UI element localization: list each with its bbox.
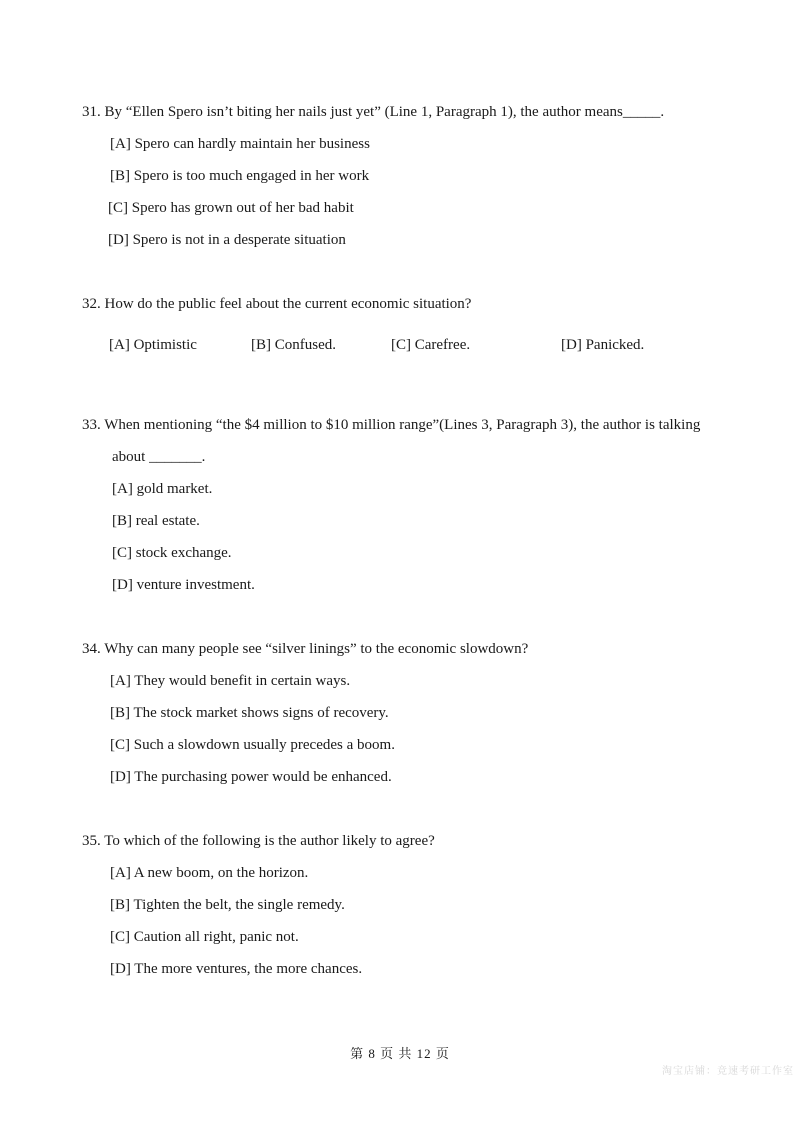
question-35-stem: 35. To which of the following is the author likely to agree? xyxy=(82,833,435,849)
question-34-stem: 34. Why can many people see “silver linings” to the economic slowdown? xyxy=(82,641,529,657)
question-31-option-c: [C] Spero has grown out of her bad habit xyxy=(108,200,354,216)
question-31-option-b: [B] Spero is too much engaged in her work xyxy=(110,168,370,184)
question-32-option-d: [D] Panicked. xyxy=(561,337,645,353)
question-31-option-a: [A] Spero can hardly maintain her business xyxy=(110,136,370,152)
question-31-stem: 31. By “Ellen Spero isn’t biting her nails just yet” (Line 1, Paragraph 1), the author means_____. xyxy=(82,104,665,120)
question-33-option-c: [C] stock exchange. xyxy=(112,545,232,561)
question-35-option-b: [B] Tighten the belt, the single remedy. xyxy=(110,897,345,913)
question-35-option-a: [A] A new boom, on the horizon. xyxy=(110,865,309,881)
question-33-option-b: [B] real estate. xyxy=(112,513,200,529)
question-33-option-a: [A] gold market. xyxy=(112,481,213,497)
question-33-option-d: [D] venture investment. xyxy=(112,577,255,593)
question-32-stem: 32. How do the public feel about the current economic situation? xyxy=(82,296,472,312)
question-32-option-a: [A] Optimistic xyxy=(109,337,197,353)
question-34-option-a: [A] They would benefit in certain ways. xyxy=(110,673,351,689)
page-number: 第 8 页 共 12 页 xyxy=(350,1046,450,1061)
question-34-option-b: [B] The stock market shows signs of recovery. xyxy=(110,705,389,721)
question-32-option-b: [B] Confused. xyxy=(251,337,336,353)
question-34-option-d: [D] The purchasing power would be enhanced. xyxy=(110,769,392,785)
question-33-stem: 33. When mentioning “the $4 million to $10 million range”(Lines 3, Paragraph 3), the author is talking xyxy=(82,417,701,433)
question-35-option-d: [D] The more ventures, the more chances. xyxy=(110,961,363,977)
question-32-option-c: [C] Carefree. xyxy=(391,337,471,353)
question-35-option-c: [C] Caution all right, panic not. xyxy=(110,929,299,945)
question-33-stem-continuation: about _______. xyxy=(112,449,206,465)
question-31-option-d: [D] Spero is not in a desperate situation xyxy=(108,232,346,248)
watermark: 淘宝店铺：竞速考研工作室 xyxy=(662,1066,794,1077)
question-34-option-c: [C] Such a slowdown usually precedes a boom. xyxy=(110,737,395,753)
